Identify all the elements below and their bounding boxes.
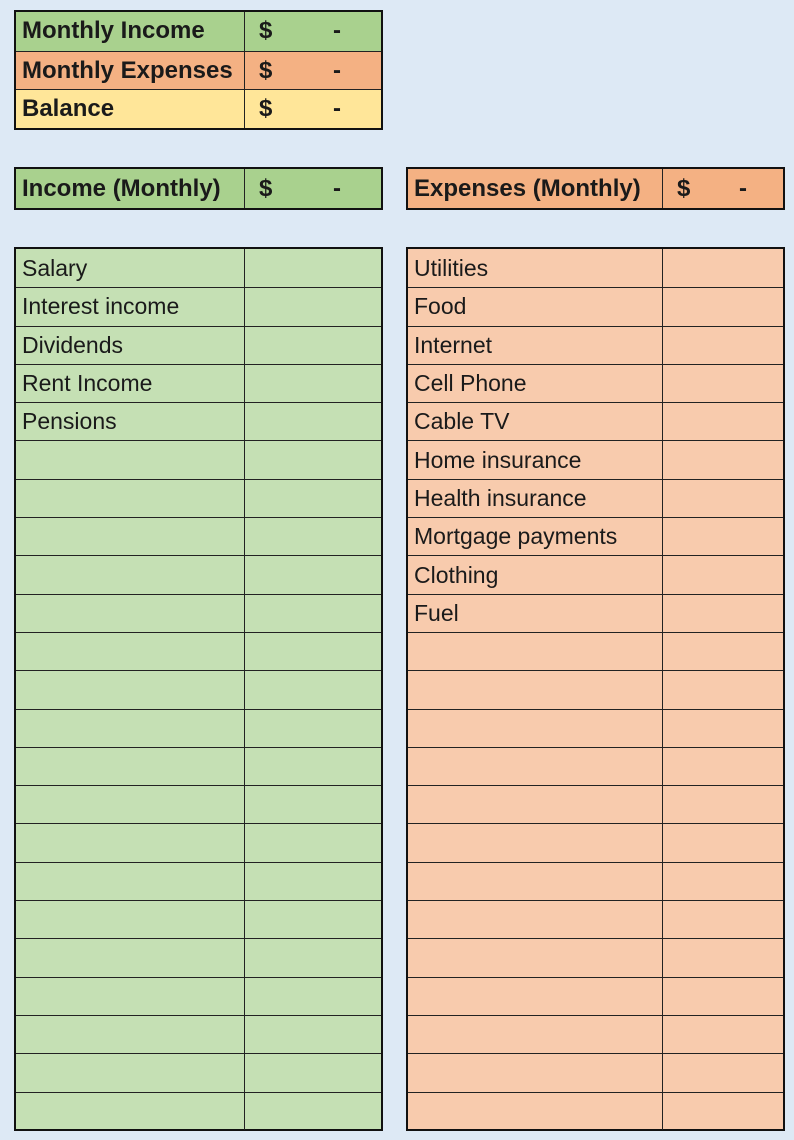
income-header-label[interactable]: Income (Monthly) [16,169,245,208]
expense-name-cell[interactable]: Home insurance [408,441,663,478]
expense-amount-cell[interactable] [663,249,783,287]
expense-name-cell[interactable] [408,1054,663,1091]
income-row [16,364,381,402]
expense-name-cell[interactable]: Cell Phone [408,365,663,402]
income-amount-cell[interactable] [245,710,381,747]
expense-name-cell[interactable] [408,1016,663,1053]
expense-row [408,479,783,517]
income-row [16,402,381,440]
expense-amount-cell[interactable] [663,288,783,325]
income-amount-cell[interactable] [245,365,381,402]
expense-amount-cell[interactable] [663,365,783,402]
income-row [16,555,381,593]
expense-row [408,440,783,478]
income-row [16,249,381,287]
expense-amount-cell[interactable] [663,1093,783,1130]
income-row [16,440,381,478]
expense-name-cell[interactable] [408,786,663,823]
expense-row [408,977,783,1015]
expense-name-cell[interactable] [408,863,663,900]
expense-name-cell[interactable] [408,901,663,938]
expenses-total-currency: $ [677,174,691,202]
income-amount-cell[interactable] [245,1016,381,1053]
expense-amount-cell[interactable] [663,978,783,1015]
monthly-income-amount: - [333,17,341,45]
expenses-total-cell[interactable] [663,169,783,208]
income-row [16,479,381,517]
expense-amount-cell[interactable] [663,824,783,861]
summary-row-balance [16,89,381,128]
expense-name-cell[interactable]: Internet [408,327,663,364]
income-name-cell[interactable] [16,518,245,555]
income-name-cell[interactable]: Salary [16,249,245,287]
expense-row [408,632,783,670]
income-name-cell[interactable] [16,748,245,785]
income-name-cell[interactable]: Dividends [16,327,245,364]
income-row [16,326,381,364]
expense-row [408,594,783,632]
summary-row-monthly-income [16,12,381,51]
expense-row [408,670,783,708]
summary-table [14,10,383,130]
monthly-expenses-value-cell[interactable] [245,52,381,90]
expense-amount-cell[interactable] [663,595,783,632]
income-name-cell[interactable] [16,633,245,670]
expense-row [408,823,783,861]
income-amount-cell[interactable] [245,748,381,785]
income-amount-cell[interactable] [245,824,381,861]
income-name-cell[interactable] [16,480,245,517]
expense-row [408,555,783,593]
expense-amount-cell[interactable] [663,748,783,785]
balance-value-cell[interactable] [245,90,381,128]
expense-amount-cell[interactable] [663,786,783,823]
expense-name-cell[interactable]: Mortgage payments [408,518,663,555]
income-row [16,287,381,325]
income-row [16,977,381,1015]
expense-amount-cell[interactable] [663,480,783,517]
expense-amount-cell[interactable] [663,671,783,708]
income-name-cell[interactable] [16,595,245,632]
summary-row-monthly-expenses [16,51,381,90]
income-amount-cell[interactable] [245,671,381,708]
expense-row [408,900,783,938]
income-amount-cell[interactable] [245,480,381,517]
income-header [14,167,383,210]
expense-row [408,1053,783,1091]
expense-amount-cell[interactable] [663,327,783,364]
income-total-cell[interactable] [245,169,381,208]
monthly-income-label[interactable]: Monthly Income [16,12,245,51]
expense-amount-cell[interactable] [663,633,783,670]
balance-amount: - [333,95,341,123]
monthly-expenses-label[interactable]: Monthly Expenses [16,52,245,90]
expense-amount-cell[interactable] [663,1016,783,1053]
expense-name-cell[interactable] [408,671,663,708]
expense-row [408,747,783,785]
income-amount-cell[interactable] [245,1093,381,1130]
income-name-cell[interactable]: Rent Income [16,365,245,402]
expense-amount-cell[interactable] [663,1054,783,1091]
income-amount-cell[interactable] [245,288,381,325]
monthly-income-currency: $ [259,17,273,45]
expense-amount-cell[interactable] [663,901,783,938]
expense-amount-cell[interactable] [663,556,783,593]
income-name-cell[interactable] [16,671,245,708]
expense-row [408,364,783,402]
income-amount-cell[interactable] [245,518,381,555]
expense-name-cell[interactable] [408,633,663,670]
income-row [16,517,381,555]
expense-row [408,1092,783,1130]
expense-name-cell[interactable] [408,1093,663,1130]
expense-name-cell[interactable]: Clothing [408,556,663,593]
expense-name-cell[interactable] [408,710,663,747]
income-amount-cell[interactable] [245,403,381,440]
expense-amount-cell[interactable] [663,863,783,900]
expenses-table [406,247,785,1131]
income-row [16,938,381,976]
income-name-cell[interactable] [16,939,245,976]
income-name-cell[interactable] [16,978,245,1015]
income-row [16,785,381,823]
expense-name-cell[interactable]: Fuel [408,595,663,632]
income-amount-cell[interactable] [245,786,381,823]
income-row [16,709,381,747]
income-amount-cell[interactable] [245,901,381,938]
balance-currency: $ [259,95,273,123]
income-name-cell[interactable] [16,1054,245,1091]
income-total-amount: - [333,174,341,202]
income-amount-cell[interactable] [245,249,381,287]
income-amount-cell[interactable] [245,1054,381,1091]
income-amount-cell[interactable] [245,595,381,632]
income-row [16,594,381,632]
income-name-cell[interactable] [16,441,245,478]
expense-amount-cell[interactable] [663,441,783,478]
income-name-cell[interactable]: Pensions [16,403,245,440]
income-amount-cell[interactable] [245,939,381,976]
expense-amount-cell[interactable] [663,710,783,747]
income-table [14,247,383,1131]
expenses-header [406,167,785,210]
expense-row [408,938,783,976]
income-name-cell[interactable] [16,1016,245,1053]
expense-row [408,287,783,325]
monthly-expenses-amount: - [333,56,341,84]
income-row [16,823,381,861]
income-amount-cell[interactable] [245,441,381,478]
income-row [16,900,381,938]
income-amount-cell[interactable] [245,556,381,593]
income-row [16,1092,381,1130]
monthly-income-value-cell[interactable] [245,12,381,51]
income-name-cell[interactable] [16,710,245,747]
expense-row [408,709,783,747]
expense-row [408,249,783,287]
expense-name-cell[interactable] [408,978,663,1015]
expense-name-cell[interactable]: Utilities [408,249,663,287]
expense-row [408,517,783,555]
expense-name-cell[interactable]: Food [408,288,663,325]
income-row [16,747,381,785]
expenses-header-row [408,169,783,208]
income-row [16,670,381,708]
expense-name-cell[interactable] [408,824,663,861]
income-row [16,1053,381,1091]
income-total-currency: $ [259,174,273,202]
income-row [16,632,381,670]
monthly-expenses-currency: $ [259,56,273,84]
expenses-header-label[interactable]: Expenses (Monthly) [408,169,663,208]
expense-amount-cell[interactable] [663,518,783,555]
income-amount-cell[interactable] [245,978,381,1015]
income-name-cell[interactable] [16,786,245,823]
expense-name-cell[interactable] [408,939,663,976]
expense-row [408,326,783,364]
income-row [16,1015,381,1053]
income-name-cell[interactable] [16,863,245,900]
income-name-cell[interactable] [16,1093,245,1130]
expense-name-cell[interactable]: Health insurance [408,480,663,517]
expense-row [408,1015,783,1053]
expense-amount-cell[interactable] [663,939,783,976]
expense-name-cell[interactable] [408,748,663,785]
income-amount-cell[interactable] [245,633,381,670]
income-amount-cell[interactable] [245,327,381,364]
income-name-cell[interactable] [16,824,245,861]
expense-amount-cell[interactable] [663,403,783,440]
income-name-cell[interactable] [16,901,245,938]
income-name-cell[interactable] [16,556,245,593]
expenses-total-amount: - [739,174,747,202]
income-header-row [16,169,381,208]
income-name-cell[interactable]: Interest income [16,288,245,325]
expense-row [408,862,783,900]
expense-row [408,402,783,440]
expense-name-cell[interactable]: Cable TV [408,403,663,440]
expense-row [408,785,783,823]
balance-label[interactable]: Balance [16,90,245,128]
income-row [16,862,381,900]
income-amount-cell[interactable] [245,863,381,900]
